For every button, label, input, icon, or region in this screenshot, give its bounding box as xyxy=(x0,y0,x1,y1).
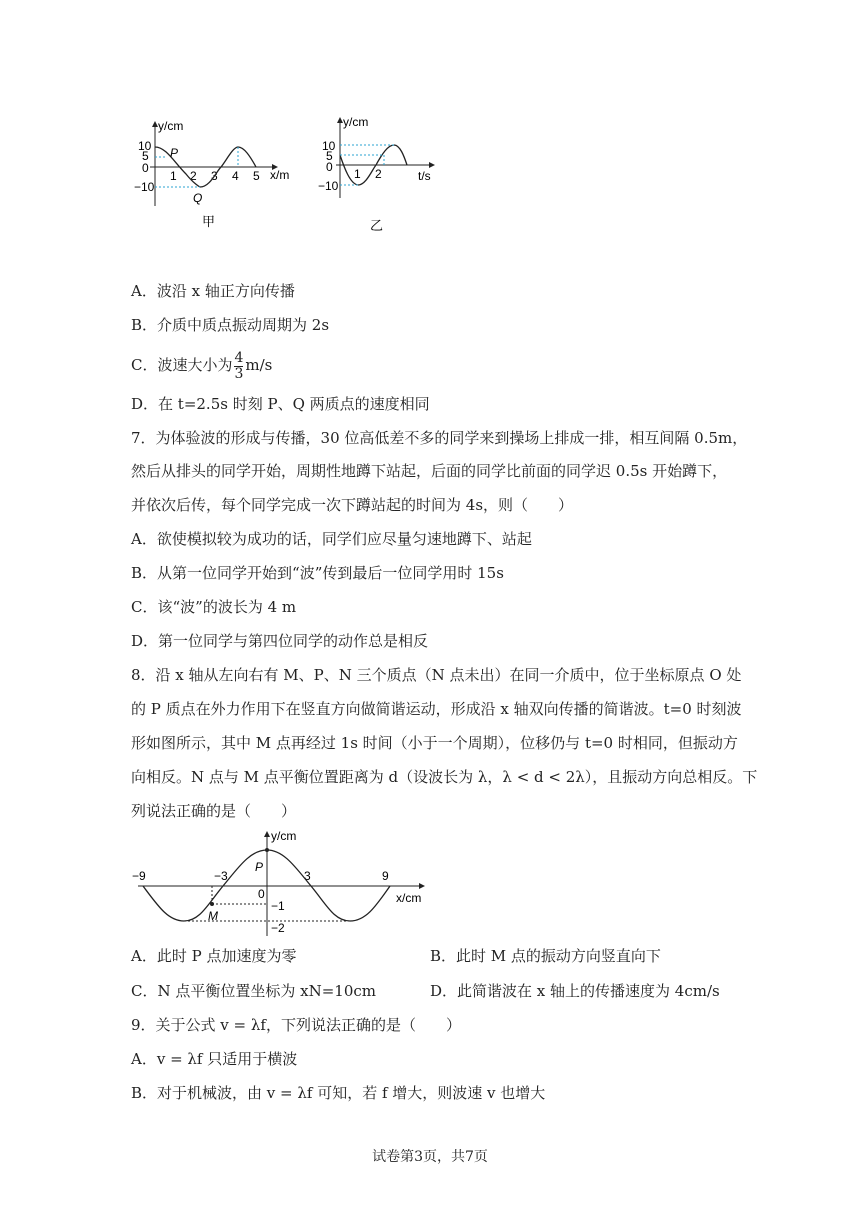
q8-option-d: D．此简谐波在 x 轴上的传播速度为 4cm/s xyxy=(430,982,720,1000)
y-axis-label: y/cm xyxy=(343,115,369,129)
figure-jia xyxy=(130,116,300,231)
point-m-label: M xyxy=(208,909,218,923)
q8-stem-line: 的 P 质点在外力作用下在竖直方向做简谐运动，形成沿 x 轴双向传播的简谐波。t=0 时刻波 xyxy=(131,700,742,718)
q9-stem: 9．关于公式 v = λf，下列说法正确的是（ ） xyxy=(131,1016,461,1034)
q7-stem-line: 7．为体验波的形成与传播，30 位高低差不多的同学来到操场上排成一排，相互间隔 0.5m， xyxy=(131,429,748,447)
fraction-numerator: 4 xyxy=(234,349,244,366)
q8-option-a: A．此时 P 点加速度为零 xyxy=(131,947,297,965)
q6-option-d: D．在 t=2.5s 时刻 P、Q 两质点的速度相同 xyxy=(131,395,430,413)
q7-stem-line: 并依次后传，每个同学完成一次下蹲站起的时间为 4s，则（ ） xyxy=(131,496,574,514)
q8-stem-line: 8．沿 x 轴从左向右有 M、P、N 三个质点（N 点未出）在同一介质中，位于坐标原点 O 处 xyxy=(131,666,742,684)
q9-option-a: A．v = λf 只适用于横波 xyxy=(131,1050,298,1068)
x-tick: −9 xyxy=(132,869,146,883)
x-tick: 9 xyxy=(382,869,389,883)
point-m xyxy=(210,902,214,906)
x-tick: 0 xyxy=(258,887,265,901)
y-tick: −2 xyxy=(271,921,285,935)
x-tick: 3 xyxy=(304,869,311,883)
fraction-denominator: 3 xyxy=(234,365,244,382)
page-footer: 试卷第3页，共7页 xyxy=(372,1149,488,1165)
x-axis-label: x/cm xyxy=(396,891,422,905)
y-tick: 0 xyxy=(326,160,333,174)
y-tick: −1 xyxy=(271,899,285,913)
x-tick: 5 xyxy=(253,169,260,183)
q7-option-c: C．该“波”的波长为 4 m xyxy=(131,598,297,616)
q7-stem-line: 然后从排头的同学开始，周期性地蹲下站起，后面的同学比前面的同学迟 0.5s 开始蹲下， xyxy=(131,462,728,480)
q9-option-b: B．对于机械波，由 v = λf 可知，若 f 增大，则波速 v 也增大 xyxy=(131,1084,546,1102)
y-axis-label: y/cm xyxy=(158,119,184,133)
fraction xyxy=(234,351,243,382)
y-tick: 10 xyxy=(138,139,152,153)
q8-stem-line: 向相反。N 点与 M 点平衡位置距离为 d（设波长为 λ，λ < d < 2λ），且振动方向总相反。下 xyxy=(131,768,758,786)
x-tick: 4 xyxy=(232,169,239,183)
point-p-label: P xyxy=(170,146,179,160)
q6-option-c xyxy=(131,348,272,382)
x-tick: 1 xyxy=(354,167,361,181)
figure-caption: 甲 xyxy=(202,214,216,229)
q6-option-b: B．介质中质点振动周期为 2s xyxy=(131,316,330,334)
x-tick: 2 xyxy=(190,169,197,183)
y-tick: 5 xyxy=(142,149,149,163)
q7-option-d: D．第一位同学与第四位同学的动作总是相反 xyxy=(131,632,429,650)
figure-caption: 乙 xyxy=(370,218,384,232)
q7-option-b: B．从第一位同学开始到“波”传到最后一位同学用时 15s xyxy=(131,564,504,582)
x-tick: −3 xyxy=(214,869,228,883)
q8-stem-line: 形如图所示，其中 M 点再经过 1s 时间（小于一个周期），位移仍与 t=0 时相同，但振动方 xyxy=(131,734,738,752)
q6-option-a: A．波沿 x 轴正方向传播 xyxy=(131,282,295,300)
x-axis-label: x/m xyxy=(270,168,290,182)
point-p xyxy=(265,848,269,852)
q6-option-c-prefix: C．波速大小为 xyxy=(131,356,233,374)
q6-option-c-unit: m/s xyxy=(245,356,273,374)
q8-stem-line: 列说法正确的是（ ） xyxy=(131,802,297,820)
q8-option-c: C．N 点平衡位置坐标为 xN=10cm xyxy=(131,982,377,1000)
q7-option-a: A．欲使模拟较为成功的话，同学们应尽量匀速地蹲下、站起 xyxy=(131,530,532,548)
figure-yi xyxy=(312,112,442,232)
y-tick: 10 xyxy=(322,139,336,153)
x-tick: 3 xyxy=(211,169,218,183)
x-axis-label: t/s xyxy=(418,169,431,183)
point-q-label: Q xyxy=(193,191,203,205)
y-tick: 5 xyxy=(326,149,333,163)
y-tick: 0 xyxy=(142,161,149,175)
q8-option-b: B．此时 M 点的振动方向竖直向下 xyxy=(430,947,661,965)
x-tick: 1 xyxy=(170,169,177,183)
y-axis-label: y/cm xyxy=(271,829,297,843)
y-tick: −10 xyxy=(134,180,155,194)
y-tick: −10 xyxy=(318,179,339,193)
point-p-label: P xyxy=(255,860,264,874)
x-tick: 2 xyxy=(375,167,382,181)
figure-q8 xyxy=(128,826,438,938)
